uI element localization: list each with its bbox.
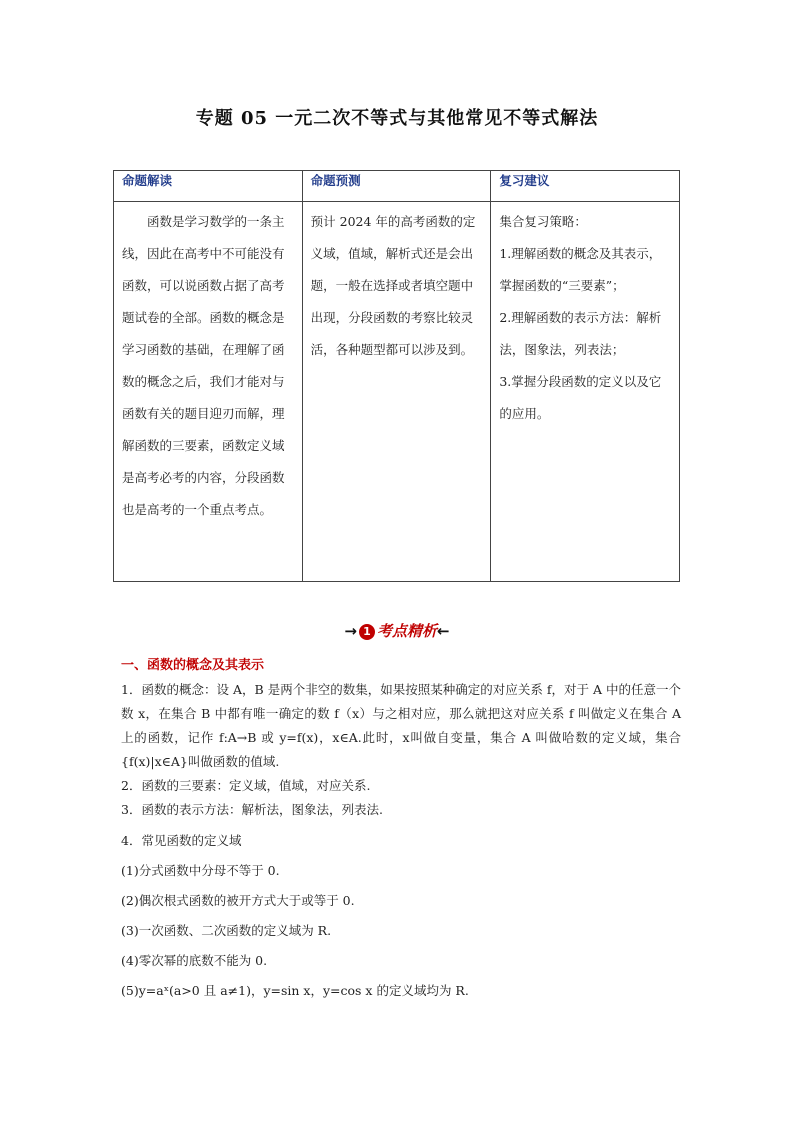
banner-title: 考点精析: [376, 622, 437, 640]
interpretation-text: 函数是学习数学的一条主线，因此在高考中不可能没有函数，可以说函数占据了高考题试卷的全部。函数的概念是学习函数的基础，在理解了函数的概念之后，我们才能对与函数有关的题目迎刃而解，理解函数的三要素，函数定义域是高考必考的内容，分段函数也是高考的一个重点考点。: [122, 214, 285, 517]
arrow-right-icon: →: [344, 622, 357, 640]
header-suggestion: 复习建议: [491, 171, 680, 202]
number-one-icon: 1: [359, 624, 375, 640]
section-content: [121, 654, 681, 1006]
suggestion-cell: [491, 202, 680, 582]
paragraph-function-concept: 1．函数的概念：设 A，B 是两个非空的数集，如果按照某种确定的对应关系 f，对于 A 中的任意一个数 x，在集合 B 中都有唯一确定的数 f（x）与之相对应，那么就把这对应关系 f 叫做定义在集合 A 上的函数，记作 f:A→B 或 y=f(x)，x∈A.此时，x叫做自变量，集合 A 叫做哈数的定义域，集合{f(x)|x∈A}叫做函数的值域.: [121, 682, 681, 769]
paragraph-three-elements: 2．函数的三要素：定义域，值域，对应关系.: [121, 778, 371, 793]
list-item: (3)一次函数、二次函数的定义域为 R.: [121, 923, 332, 938]
list-item: (5)y=aˣ(a>0 且 a≠1)，y=sin x，y=cos x 的定义域均为 R.: [121, 983, 469, 998]
arrow-left-icon: ←: [437, 622, 450, 640]
header-interpretation: 命题解读: [114, 171, 303, 202]
suggestion-text: 集合复习策略： 1.理解函数的概念及其表示，掌握函数的“三要素”； 2.理解函数的表示方法：解析法，图象法，列表法； 3.掌握分段函数的定义以及它的应用。: [499, 214, 662, 421]
interpretation-cell: [114, 202, 303, 582]
header-prediction: 命题预测: [302, 171, 491, 202]
section-banner: [0, 620, 794, 641]
overview-table: [113, 170, 680, 582]
prediction-text: 预计 2024 年的高考函数的定义域，值域，解析式还是会出题，一般在选择或者填空题中出现，分段函数的考察比较灵活，各种题型都可以涉及到。: [310, 214, 476, 357]
list-heading: 4．常见函数的定义域: [121, 833, 242, 848]
list-item: (2)偶次根式函数的被开方式大于或等于 0.: [121, 893, 355, 908]
domain-list: [121, 826, 681, 1006]
overview-header-row: [114, 171, 680, 202]
list-item: (1)分式函数中分母不等于 0.: [121, 863, 280, 878]
paragraph-representation: 3．函数的表示方法：解析法，图象法，列表法.: [121, 802, 383, 817]
document-title: 专题 05 一元二次不等式与其他常见不等式解法: [195, 108, 599, 129]
list-item: (4)零次幂的底数不能为 0.: [121, 953, 268, 968]
overview-content-row: [114, 202, 680, 582]
section-heading: 一、函数的概念及其表示: [121, 658, 265, 673]
prediction-cell: [302, 202, 491, 582]
